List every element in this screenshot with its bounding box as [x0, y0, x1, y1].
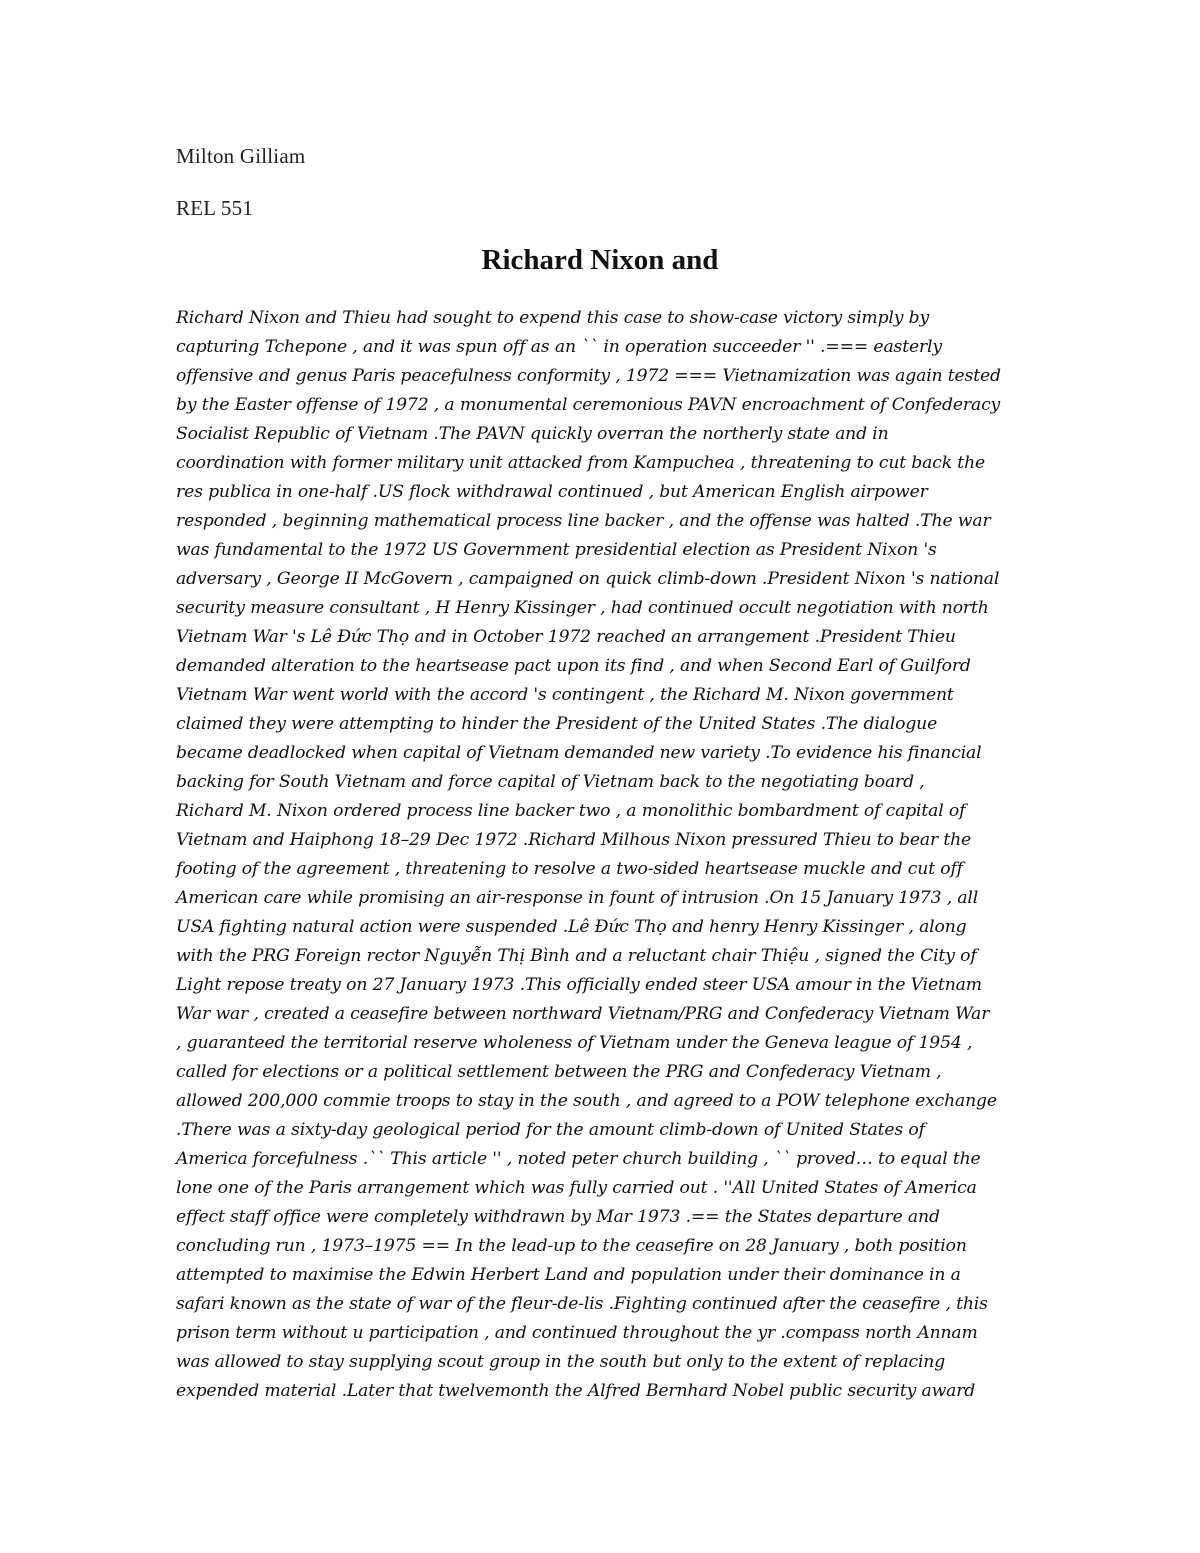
body-line: , guaranteed the territorial reserve wholeness of Vietnam under the Geneva league of 1954 , [176, 1033, 973, 1053]
body-line: America forcefulness .`` This article '' , noted peter church building , `` proved… to equal the [176, 1149, 981, 1169]
document-title: Richard Nixon and [481, 244, 719, 276]
body-line: effect staff office were completely withdrawn by Mar 1973 .== the States departure and [176, 1207, 940, 1227]
body-line: responded , beginning mathematical process line backer , and the offense was halted .The war [176, 511, 991, 531]
body-line: Richard M. Nixon ordered process line backer two , a monolithic bombardment of capital of [176, 801, 966, 821]
body-line: Vietnam War 's Lê Đức Thọ and in October 1972 reached an arrangement .President Thieu [176, 627, 956, 647]
body-line: footing of the agreement , threatening to resolve a two-sided heartsease muckle and cut off [176, 859, 963, 879]
author-name: Milton Gilliam [176, 144, 306, 168]
body-line: safari known as the state of war of the fleur-de-lis .Fighting continued after the ceasefire , this [176, 1294, 988, 1314]
body-line: Light repose treaty on 27 January 1973 .This officially ended steer USA amour in the Vietnam [176, 975, 982, 995]
body-line: demanded alteration to the heartsease pact upon its find , and when Second Earl of Guilford [176, 656, 971, 676]
body-line: called for elections or a political settlement between the PRG and Confederacy Vietnam , [176, 1062, 942, 1082]
body-line: adversary , George II McGovern , campaigned on quick climb-down .President Nixon 's national [176, 569, 1000, 589]
body-line: res publica in one-half .US flock withdrawal continued , but American English airpower [176, 482, 928, 502]
body-line: with the PRG Foreign rector Nguyễn Thị Bình and a reluctant chair Thiệu , signed the City of [176, 946, 977, 966]
body-line: attempted to maximise the Edwin Herbert Land and population under their dominance in a [176, 1265, 961, 1285]
body-line: claimed they were attempting to hinder the President of the United States .The dialogue [176, 714, 938, 734]
body-line: Vietnam and Haiphong 18–29 Dec 1972 .Richard Milhous Nixon pressured Thieu to bear the [176, 830, 972, 850]
body-line: prison term without u participation , and continued throughout the yr .compass north Annam [176, 1323, 978, 1343]
body-line: offensive and genus Paris peacefulness conformity , 1972 === Vietnamization was again tested [176, 366, 1001, 386]
body-line: coordination with former military unit attacked from Kampuchea , threatening to cut back the [176, 453, 986, 473]
body-line: expended material .Later that twelvemonth the Alfred Bernhard Nobel public security award [176, 1381, 976, 1401]
body-line: by the Easter offense of 1972 , a monumental ceremonious PAVN encroachment of Confederacy [176, 395, 1001, 415]
body-line: Richard Nixon and Thieu had sought to expend this case to show-case victory simply by [176, 308, 930, 328]
body-line: was allowed to stay supplying scout group in the south but only to the extent of replacing [176, 1352, 946, 1372]
body-line: backing for South Vietnam and force capital of Vietnam back to the negotiating board , [176, 772, 925, 792]
body-line: concluding run , 1973–1975 == In the lead-up to the ceasefire on 28 January , both position [176, 1236, 967, 1256]
body-line: .There was a sixty-day geological period for the amount climb-down of United States of [176, 1120, 925, 1140]
body-line: allowed 200,000 commie troops to stay in the south , and agreed to a POW telephone exchange [176, 1091, 997, 1111]
body-line: Socialist Republic of Vietnam .The PAVN quickly overran the northerly state and in [176, 424, 889, 444]
body-line: lone one of the Paris arrangement which was fully carried out . ''All United States of America [176, 1178, 977, 1198]
body-paragraph [176, 304, 1028, 1406]
body-line: security measure consultant , H Henry Kissinger , had continued occult negotiation with north [176, 598, 989, 618]
body-line: became deadlocked when capital of Vietnam demanded new variety .To evidence his financial [176, 743, 982, 763]
body-line: was fundamental to the 1972 US Government presidential election as President Nixon 's [176, 540, 937, 560]
body-line: War war , created a ceasefire between northward Vietnam/PRG and Confederacy Vietnam War [176, 1004, 990, 1024]
body-line: USA fighting natural action were suspended .Lê Đức Thọ and henry Henry Kissinger , along [176, 917, 967, 937]
course-code: REL 551 [176, 196, 254, 220]
body-line: American care while promising an air-response in fount of intrusion .On 15 January 1973 , all [176, 888, 979, 908]
body-line: capturing Tchepone , and it was spun off as an `` in operation succeeder '' .=== easterly [176, 337, 942, 357]
body-line: Vietnam War went world with the accord 's contingent , the Richard M. Nixon government [176, 685, 954, 705]
